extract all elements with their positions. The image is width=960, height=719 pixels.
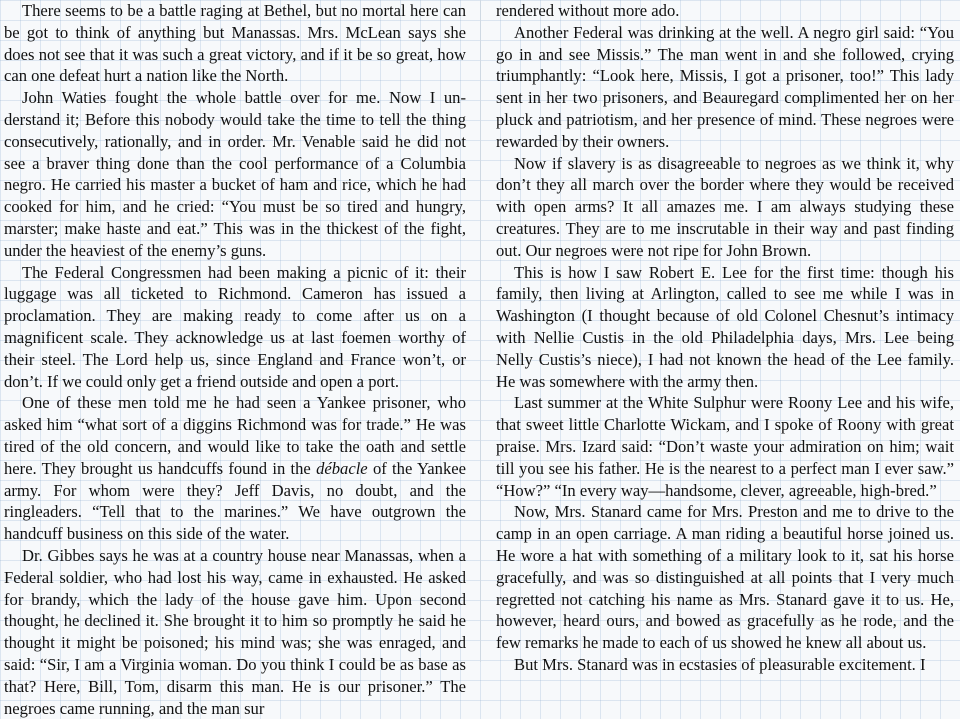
paragraph: Now, Mrs. Stanard came for Mrs. Preston and me to drive to the camp in an open carriage. A man riding a beautiful horse joined us. He wore a hat with something of a military look to it, sat his horse gracefully, and was so distinguished at all points that I very much regretted not catching his name as Mrs. Stanard gave it to us. He, however, heard ours, and bowed as gracefully as he rode, and the few remarks he made to each of us showed he knew all about us. [496,502,954,653]
paragraph: There seems to be a battle raging at Bethel, but no mortal here can be got to think of anything but Manassas. Mrs. McLean says she does not see that it was such a great victory, and if it be so great, how can one defeat hurt a nation like the North. [4,1,466,86]
paragraph: Now if slavery is as disagreeable to negroes as we think it, why don’t they all march over the border where they would be received with open arms? It all amazes me. I am always studying these creatures. They are to me inscrutable in their way and past finding out. Our negroes were not ripe for John Brown. [496,153,954,260]
text-run: of the Yankee army. For whom were they? Jeff Davis, no doubt, and the ringleaders. “Tell that to the marines.” We have outgrown the handcuff business on this side of the water. [4,458,466,544]
paragraph: Another Federal was drinking at the well. A negro girl said: “You go in and see Missis.” The man went in and she followed, crying triumphantly: “Look here, Missis, I got a prisoner, too!” This lady sent in her two prisoners, and Beauregard complimented her on her pluck and patriotism, and her presence of mind. These negroes were rewarded by their owners. [496,22,954,151]
paragraph: Dr. Gibbes says he was at a country house near Manassas, when a Federal soldier, who had lost his way, came in exhausted. He asked for brandy, which the lady of the house gave him. Upon second thought, he declined it. She brought it to him so promptly he said he thought it might be poisoned; his mind was; she was enraged, and said: “Sir, I am a Virginia woman. Do you think I could be as base as that? Here, Bill, Tom, disarm this man. He is our prisoner.” The negroes came running, and the man sur [4,545,466,718]
paragraph: John Waties fought the whole battle over for me. Now I understand it; Before this nobody would take the time to tell the thing consecutively, rationally, and in order. Mr. Venable said he did not see a braver thing done than the cool performance of a Columbia negro. He carried his master a bucket of ham and rice, which he had cooked for him, and he cried: “You must be so tired and hungry, marster; make haste and eat.” This was in the thickest of the fight, under the heaviest of the enemy’s guns. [4,88,466,260]
text-run: One of these men told me he had seen a Yankee prisoner, who asked him “what sort of a diggins Richmond was for trade.” He was tired of the old concern, and would like to take the oath and settle here. They brought us handcuffs found in the [4,393,466,478]
paragraph: This is how I saw Robert E. Lee for the first time: though his family, then living at Arlington, called to see me while I was in Washington (I thought because of old Colonel Chesnut’s intimacy with Nellie Custis in the old Philadelphia days, Mrs. Lee being Nelly Custis’s niece), I had not known the head of the Lee family. He was somewhere with the army then. [496,262,954,391]
left-column [4,0,466,718]
paragraph: The Federal Congressmen had been making a picnic of it: their luggage was all ticketed to Richmond. Cameron has issued a proclamation. They are making ready to come after us on a magnificent scale. They acknowledge us at last foemen worthy of their steel. The Lord help us, since England and France won’t, or don’t. If we could only get a friend outside and open a port. [4,262,466,391]
paragraph [4,392,466,545]
paragraph: But Mrs. Stanard was in ecstasies of pleasurable excitement. I [514,654,926,674]
column-divider [480,0,481,662]
paragraph: Last summer at the White Sulphur were Roony Lee and his wife, that sweet little Charlotte Wickam, and I spoke of Roony with great praise. Mrs. Izard said: “Don’t waste your admiration on him; wait till you see his father. He is the nearest to a perfect man I ever saw.” “How?” “In every way—handsome, clever, agreeable, high-bred.” [496,393,954,500]
paragraph-continuation: rendered without more ado. [496,1,680,20]
right-column [496,0,954,674]
italic-term: débacle [316,458,368,478]
